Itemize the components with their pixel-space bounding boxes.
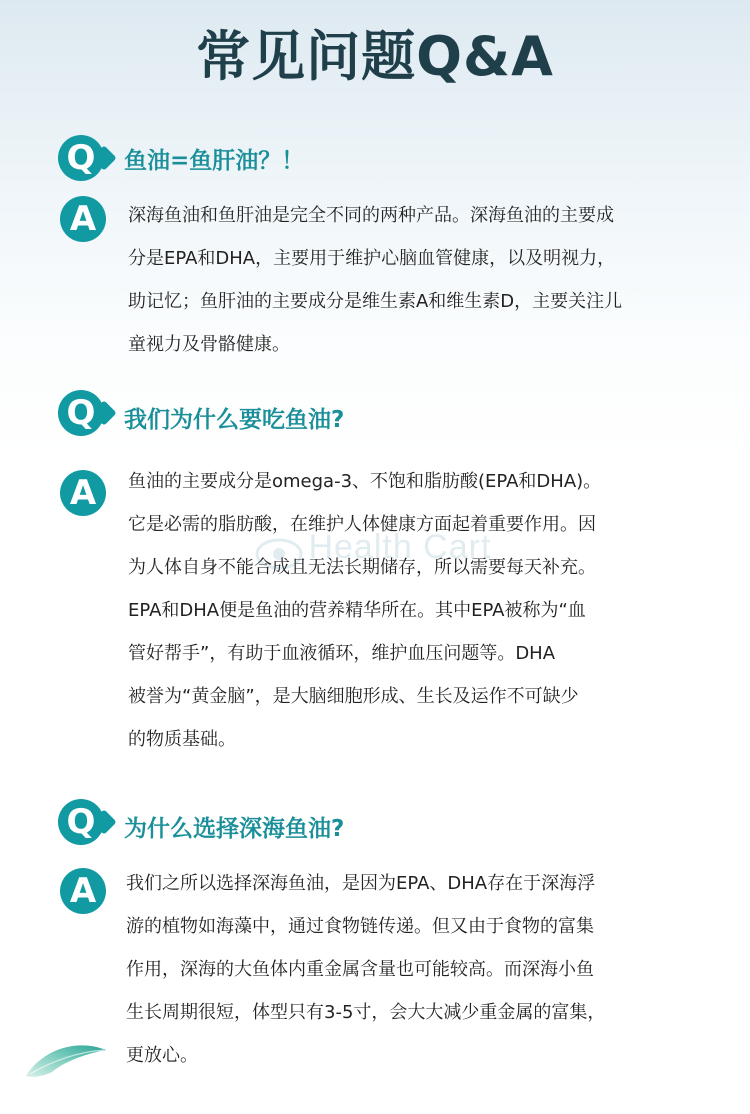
answer-line: 的物质基础。 [128, 729, 236, 750]
q-badge-label: Q [66, 802, 96, 842]
q-badge-icon [58, 135, 104, 181]
answer-line: 它是必需的脂肪酸，在维护人体健康方面起着重要作用。因 [128, 514, 596, 535]
answer-line: 鱼油的主要成分是omega-3、不饱和脂肪酸(EPA和DHA)。 [128, 471, 602, 492]
answer-line: EPA和DHA便是鱼油的营养精华所在。其中EPA被称为“血 [128, 600, 586, 621]
answer-line: 童视力及骨骼健康。 [128, 334, 290, 355]
q-badge-icon [58, 390, 104, 436]
answer-line: 作用，深海的大鱼体内重金属含量也可能较高。而深海小鱼 [126, 959, 594, 980]
answer-line: 我们之所以选择深海鱼油，是因为EPA、DHA存在于深海浮 [126, 873, 596, 894]
answer-line: 助记忆；鱼肝油的主要成分是维生素A和维生素D，主要关注儿 [128, 291, 623, 312]
answer-line: 更放心。 [126, 1045, 198, 1066]
page-title: 常见问题Q&A [196, 25, 554, 88]
answer-line: 生长周期很短，体型只有3-5寸，会大大减少重金属的富集， [126, 1002, 606, 1023]
q-badge-label: Q [66, 393, 96, 433]
answer-line: 游的植物如海藻中，通过食物链传递。但又由于食物的富集 [126, 916, 594, 937]
faq-question-2: 我们为什么要吃鱼油? [124, 407, 345, 433]
a-badge-label: A [69, 871, 97, 911]
faq-answer-3 [126, 862, 686, 1077]
a-badge-label: A [69, 199, 97, 239]
q-badge-label: Q [66, 138, 96, 178]
answer-line: 被誉为“黄金脑”，是大脑细胞形成、生长及运作不可缺少 [128, 686, 579, 707]
a-badge-label: A [69, 473, 97, 513]
watermark [254, 528, 491, 574]
faq-answer-1 [128, 194, 688, 366]
faq-answer-2 [128, 460, 688, 761]
answer-line: 为人体自身不能合成且无法长期储存，所以需要每天补充。 [128, 557, 596, 578]
watermark-logo-icon [254, 534, 304, 574]
a-badge-icon [60, 868, 106, 914]
a-badge-icon [60, 470, 106, 516]
watermark-text: Health Cart [308, 528, 492, 566]
a-badge-icon [60, 196, 106, 242]
answer-line: 分是EPA和DHA，主要用于维护心脑血管健康，以及明视力， [128, 248, 616, 269]
faq-question-3: 为什么选择深海鱼油? [124, 816, 345, 842]
answer-line: 管好帮手”，有助于血液循环，维护血压问题等。DHA [128, 643, 556, 664]
leaf-icon [24, 1032, 108, 1080]
q-badge-icon [58, 799, 104, 845]
answer-line: 深海鱼油和鱼肝油是完全不同的两种产品。深海鱼油的主要成 [128, 205, 614, 226]
faq-question-1: 鱼油=鱼肝油？！ [124, 148, 305, 174]
